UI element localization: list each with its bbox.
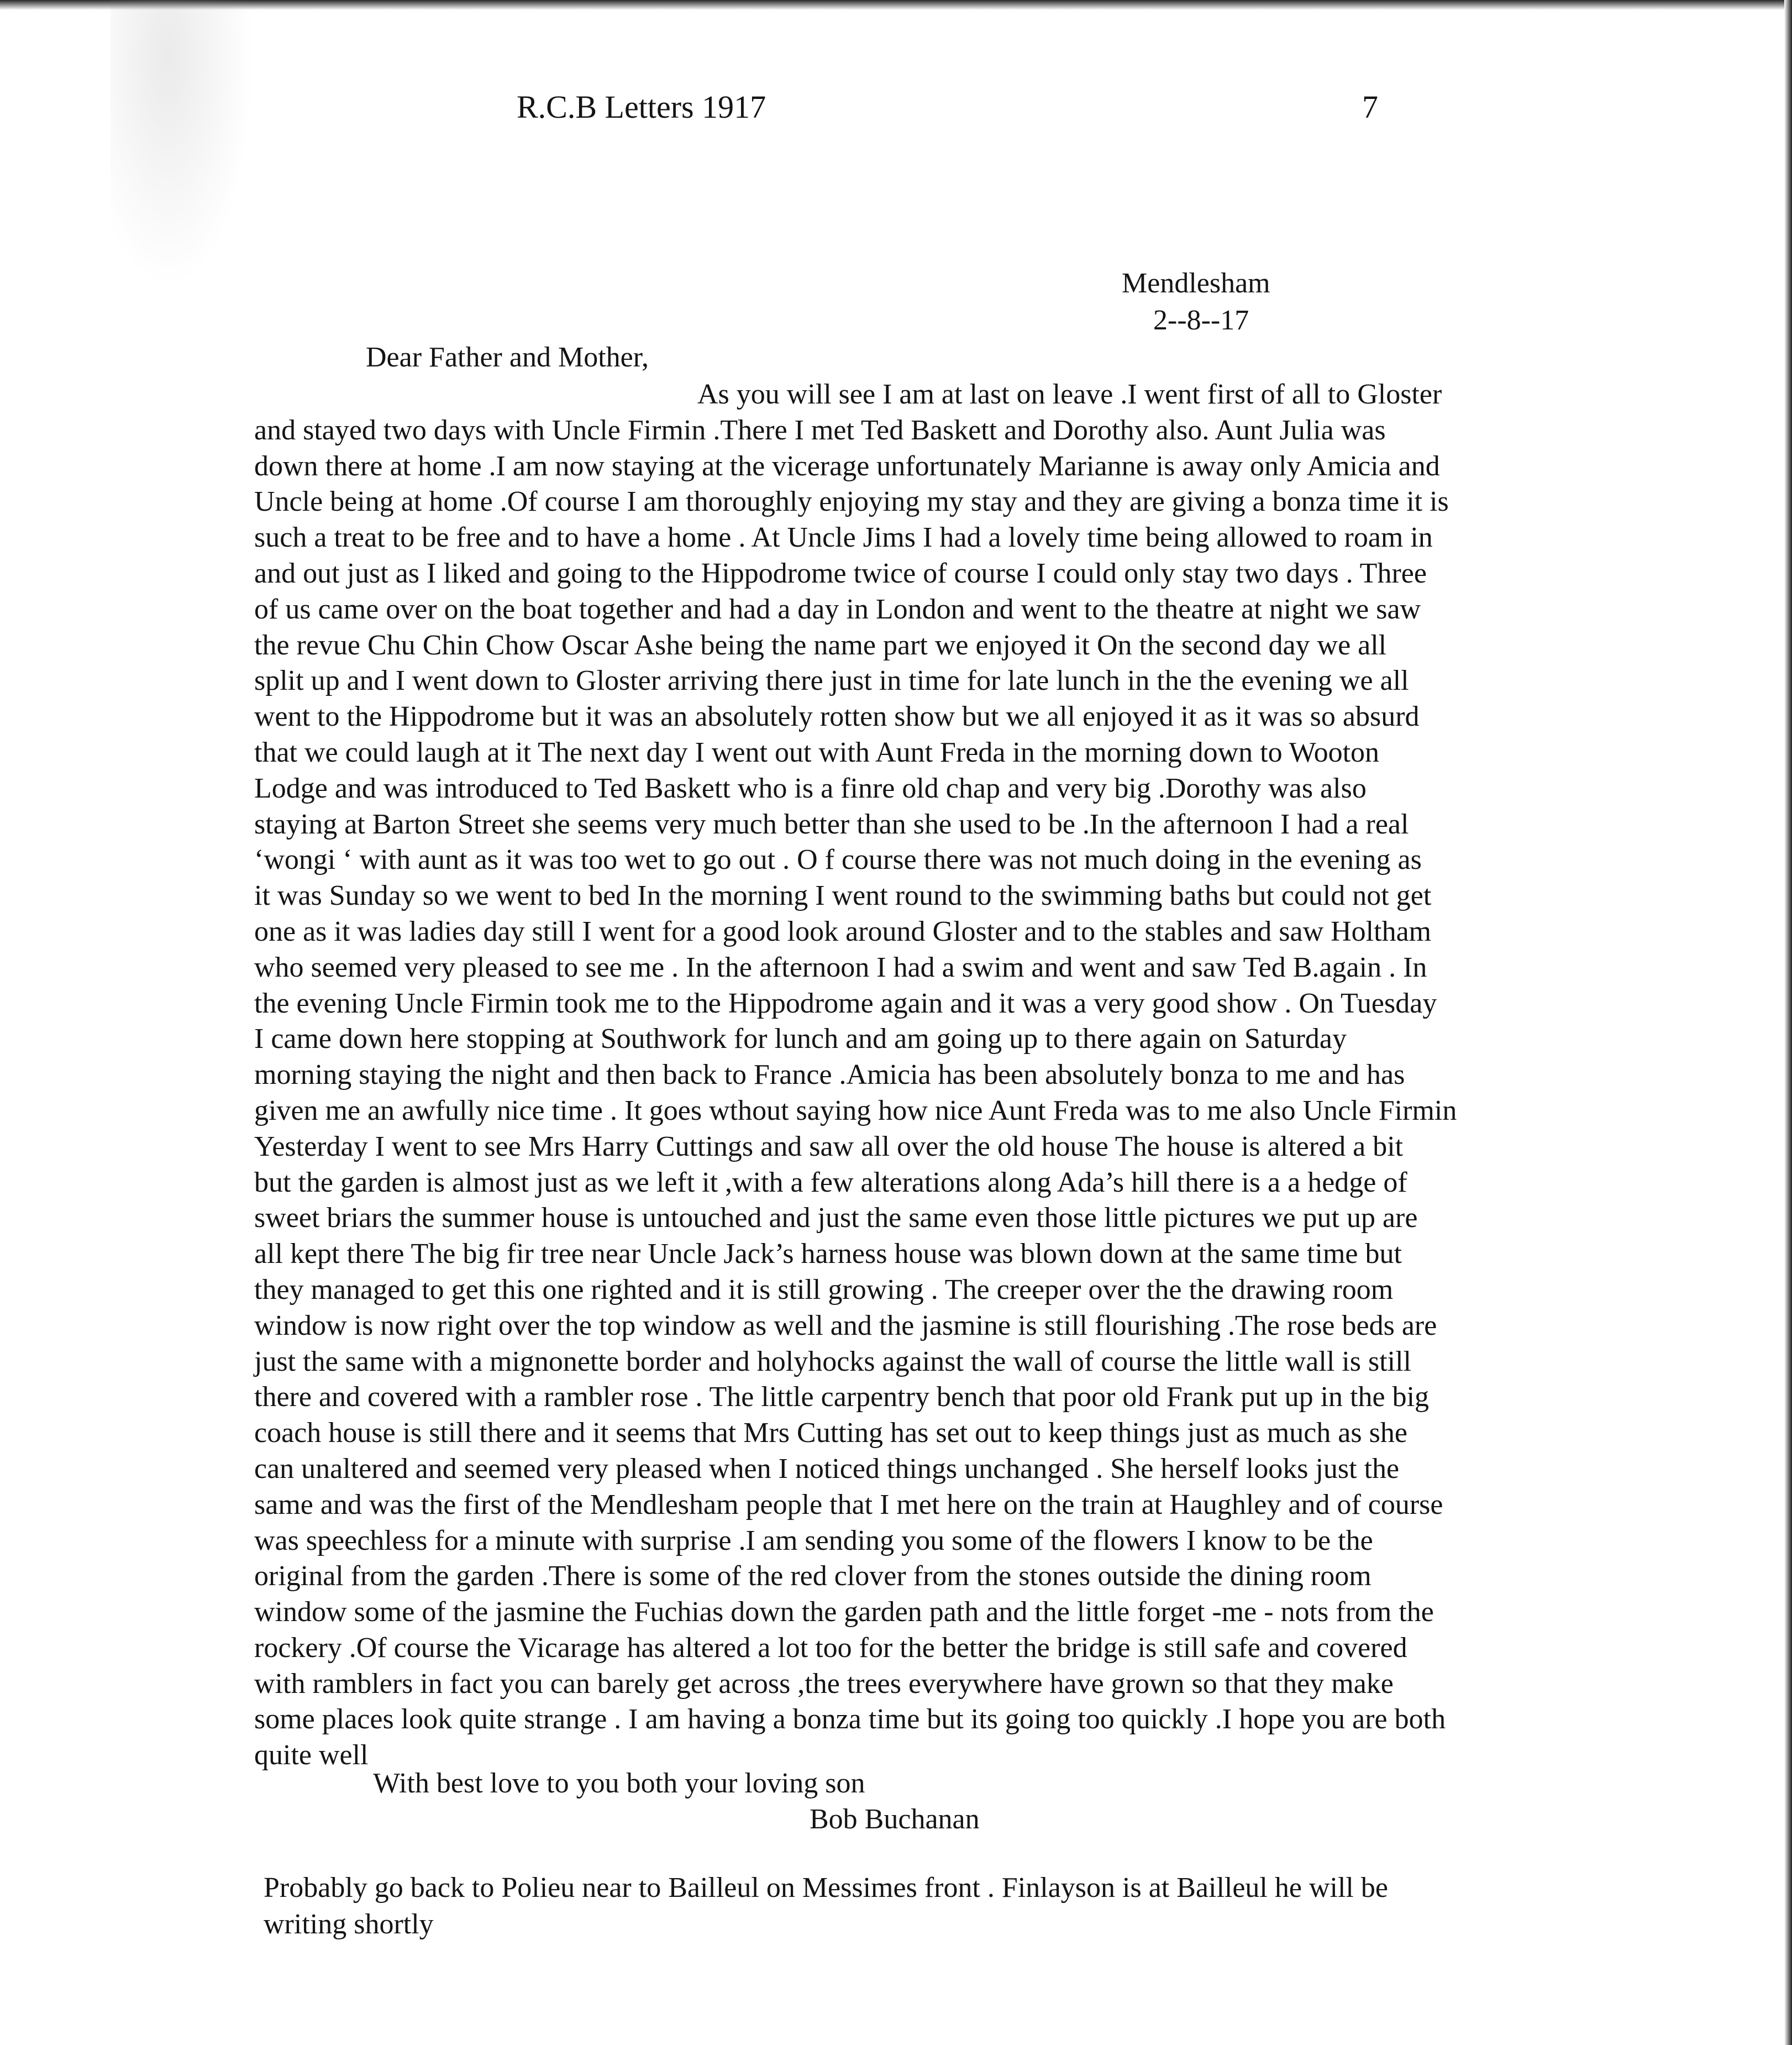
body-line: they managed to get this one righted and it is still growing . The creeper over the the drawing room <box>254 1273 1394 1305</box>
body-line: Uncle being at home .Of course I am thoroughly enjoying my stay and they are giving a bonza time it is <box>254 486 1449 518</box>
body-line: it was Sunday so we went to bed In the morning I went round to the swimming baths but could not get <box>254 880 1432 912</box>
body-line: original from the garden .There is some of the red clover from the stones outside the dining room <box>254 1560 1371 1592</box>
letter-postscript <box>264 1870 1590 1943</box>
page-number: 7 <box>1362 89 1378 125</box>
body-line: the evening Uncle Firmin took me to the Hippodrome again and it was a very good show . On Tuesday <box>254 987 1437 1019</box>
letter-place: Mendlesham <box>1122 268 1270 299</box>
postscript-line: writing shortly <box>264 1908 434 1940</box>
body-line: with ramblers in fact you can barely get across ,the trees everywhere have grown so that they make <box>254 1668 1394 1700</box>
body-line: that we could laugh at it The next day I went out with Aunt Freda in the morning down to Wooton <box>254 736 1380 768</box>
body-line: was speechless for a minute with surprise .I am sending you some of the flowers I know to be the <box>254 1524 1373 1556</box>
body-line: quite well <box>254 1739 369 1771</box>
body-line: and out just as I liked and going to the Hippodrome twice of course I could only stay two days . Three <box>254 557 1427 589</box>
body-line: window is now right over the top window as well and the jasmine is still flourishing .The rose beds are <box>254 1309 1437 1341</box>
letter-body <box>254 377 1580 1774</box>
body-line: staying at Barton Street she seems very much better than she used to be .In the afternoon I had a real <box>254 808 1409 840</box>
body-line: split up and I went down to Gloster arriving there just in time for late lunch in the the evening we all <box>254 665 1409 697</box>
body-line: the revue Chu Chin Chow Oscar Ashe being the name part we enjoyed it On the second day we all <box>254 629 1387 661</box>
body-line: Lodge and was introduced to Ted Baskett who is a finre old chap and very big .Dorothy was also <box>254 772 1367 804</box>
body-line: rockery .Of course the Vicarage has altered a lot too for the better the bridge is still safe and covered <box>254 1632 1407 1664</box>
letter-closing: With best love to you both your loving son <box>373 1768 865 1799</box>
body-line: went to the Hippodrome but it was an absolutely rotten show but we all enjoyed it as it was so absurd <box>254 701 1420 733</box>
scan-smudge <box>111 0 254 287</box>
body-line: down there at home .I am now staying at the vicerage unfortunately Marianne is away only Amicia and <box>254 450 1440 482</box>
page-header-title: R.C.B Letters 1917 <box>517 89 766 125</box>
body-line: ‘wongi ‘ with aunt as it was too wet to go out . O f course there was not much doing in the evening as <box>254 844 1422 876</box>
body-line: morning staying the night and then back to France .Amicia has been absolutely bonza to me and has <box>254 1059 1405 1091</box>
body-line: some places look quite strange . I am having a bonza time but its going too quickly .I hope you are both <box>254 1703 1446 1735</box>
body-line: but the garden is almost just as we left it ,with a few alterations along Ada’s hill there is a a hedge of <box>254 1166 1407 1198</box>
body-line: such a treat to be free and to have a home . At Uncle Jims I had a lovely time being allowed to roam in <box>254 522 1433 554</box>
body-line: and stayed two days with Uncle Firmin .There I met Ted Baskett and Dorothy also. Aunt Julia was <box>254 414 1386 446</box>
body-line: I came down here stopping at Southwork for lunch and am going up to there again on Saturday <box>254 1023 1347 1055</box>
body-line: Yesterday I went to see Mrs Harry Cuttings and saw all over the old house The house is altered a bit <box>254 1130 1404 1162</box>
letter-date: 2--8--17 <box>1153 305 1249 336</box>
body-line: given me an awfully nice time . It goes wthout saying how nice Aunt Freda was to me also Uncle Firmin <box>254 1094 1457 1126</box>
body-line: sweet briars the summer house is untouched and just the same even those little pictures we put up are <box>254 1202 1418 1234</box>
body-line: coach house is still there and it seems that Mrs Cutting has set out to keep things just as much as she <box>254 1417 1407 1449</box>
body-line: all kept there The big fir tree near Uncle Jack’s harness house was blown down at the same time but <box>254 1238 1402 1270</box>
body-line: one as it was ladies day still I went for a good look around Gloster and to the stables and saw Holtham <box>254 915 1432 947</box>
body-line: of us came over on the boat together and had a day in London and went to the theatre at night we saw <box>254 593 1421 625</box>
body-line: As you will see I am at last on leave .I went first of all to Gloster <box>697 379 1442 410</box>
body-line: there and covered with a rambler rose . The little carpentry bench that poor old Frank put up in the big <box>254 1381 1430 1413</box>
body-line: same and was the first of the Mendlesham people that I met here on the train at Haughley and of course <box>254 1488 1443 1520</box>
body-line: who seemed very pleased to see me . In the afternoon I had a swim and went and saw Ted B.again . In <box>254 951 1427 983</box>
body-line: just the same with a mignonette border and holyhocks against the wall of course the little wall is still <box>254 1345 1411 1377</box>
postscript-line: Probably go back to Polieu near to Bailleul on Messimes front . Finlayson is at Bailleul he will be <box>264 1872 1388 1904</box>
body-line: can unaltered and seemed very pleased when I noticed things unchanged . She herself looks just the <box>254 1453 1400 1485</box>
scan-edge-right <box>1784 0 1792 2045</box>
letter-salutation: Dear Father and Mother, <box>366 342 649 373</box>
letter-signature: Bob Buchanan <box>810 1803 980 1835</box>
scan-edge-top <box>0 0 1792 10</box>
body-line: window some of the jasmine the Fuchias down the garden path and the little forget -me - nots from the <box>254 1596 1434 1628</box>
